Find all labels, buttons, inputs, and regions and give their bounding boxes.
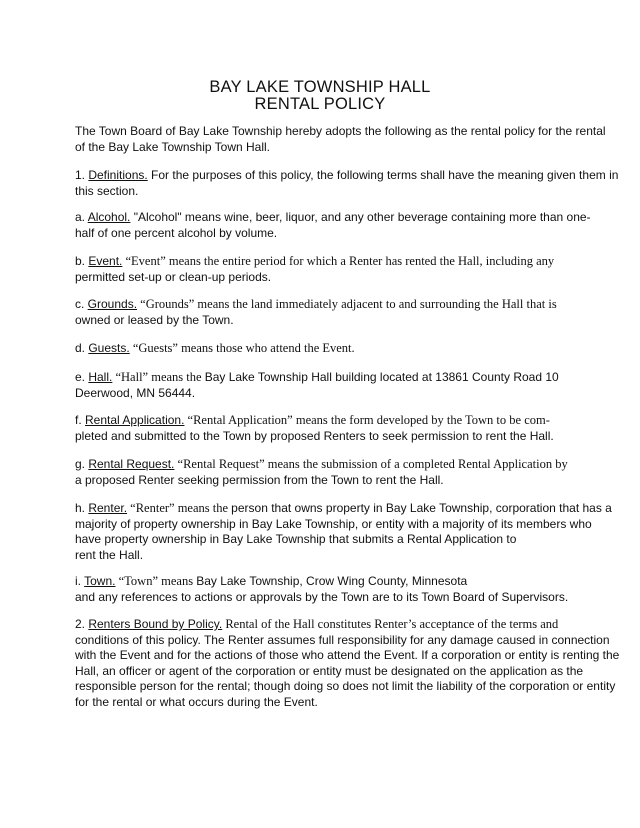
section-text-line-4: Hall, an officer or agent of the corporation or entity must be designated on the application as the <box>75 663 584 678</box>
definition-letter: f. <box>75 413 86 427</box>
definition-term: Event. <box>88 254 123 268</box>
definition-text: Bay Lake Township, Crow Wing County, Minnesota <box>196 574 468 588</box>
definition-event <box>75 254 605 285</box>
definition-rental-request <box>75 457 605 488</box>
section-text-line-6: for the rental or what occurs during the Event. <box>75 694 318 709</box>
definition-text: “Rental Request” means the submission of a completed Rental Application by <box>174 457 568 471</box>
definition-text: Bay Lake Township Hall building located at 13861 County Road 10 <box>204 370 559 384</box>
section-text: For the purposes of this policy, the following terms shall have the meaning given them in <box>147 168 619 182</box>
definition-text: “Rental Application” means the form developed by the Town to be com- <box>184 413 550 427</box>
section-text: Rental of the Hall constitutes Renter’s acceptance of the terms and <box>222 617 559 631</box>
definition-hall <box>75 370 605 401</box>
definition-alcohol <box>75 210 605 241</box>
definition-text-serif: “Town” means <box>115 574 197 588</box>
definition-term: Renter. <box>88 501 128 515</box>
definition-letter: c. <box>75 297 88 311</box>
document-title: BAY LAKE TOWNSHIP HALL <box>209 78 431 96</box>
definition-text: “Grounds” means the land immediately adjacent to and surrounding the Hall that is <box>137 297 557 311</box>
document-subtitle: RENTAL POLICY <box>254 95 386 113</box>
section-renters-bound <box>75 617 620 710</box>
definition-text-line-2: pleted and submitted to the Town by proposed Renters to seek permission to rent the Hall. <box>75 428 554 443</box>
definition-text-serif: “Renter” means the <box>127 501 232 515</box>
definition-letter: h. <box>75 501 89 515</box>
definition-text-line-4: rent the Hall. <box>75 547 144 562</box>
definition-term: Rental Request. <box>88 457 175 471</box>
definition-rental-application <box>75 413 605 444</box>
definition-term: Hall. <box>88 370 113 384</box>
definition-text-line-2: and any references to actions or approvals by the Town are to its Town Board of Supervisors. <box>75 589 569 604</box>
definition-letter: a. <box>75 210 88 224</box>
definition-term: Alcohol. <box>87 210 131 224</box>
definition-letter: g. <box>75 457 89 471</box>
definition-letter: e. <box>75 370 89 384</box>
section-definitions <box>75 168 619 199</box>
section-number: 2. <box>75 617 89 631</box>
section-text-line-2: this section. <box>75 183 139 198</box>
definition-text: “Guests” means those who attend the Event. <box>129 341 355 355</box>
section-label: Definitions. <box>88 168 148 182</box>
definition-text-serif: “Hall” means the <box>112 370 205 384</box>
definition-letter: i. <box>75 574 85 588</box>
section-text-line-2: conditions of this policy. The Renter assumes full responsibility for any damage caused in connection <box>75 632 610 647</box>
definition-guests <box>75 341 605 357</box>
definition-text-line-3: have property ownership in Bay Lake Township that submits a Rental Application to <box>75 532 517 546</box>
definition-text-line-2: owned or leased by the Town. <box>75 312 234 327</box>
definition-text: “Event” means the entire period for which a Renter has rented the Hall, including any <box>122 254 555 268</box>
definition-term: Rental Application. <box>85 413 185 427</box>
intro-line-1: The Town Board of Bay Lake Township hereby adopts the following as the rental policy for the rental <box>75 124 606 138</box>
section-text-line-5: responsible person for the rental; though doing so does not limit the liability of the corporation or entity <box>75 679 616 693</box>
definition-renter <box>75 501 612 563</box>
definition-text-line-2: half of one percent alcohol by volume. <box>75 225 278 240</box>
definition-grounds <box>75 297 605 328</box>
definition-text-line-2: permitted set-up or clean-up periods. <box>75 269 272 284</box>
definition-term: Town. <box>84 574 116 588</box>
definition-letter: d. <box>75 341 89 355</box>
definition-text-line-2: Deerwood, MN 56444. <box>75 385 196 400</box>
definition-letter: b. <box>75 254 89 268</box>
definition-town <box>75 574 605 605</box>
intro-line-2: of the Bay Lake Township Town Hall. <box>75 139 271 154</box>
definition-term: Guests. <box>88 341 130 355</box>
intro-paragraph <box>75 124 605 155</box>
section-text-line-3: with the Event and for the actions of those who attend the Event. If a corporation or entity is renting the <box>75 648 620 662</box>
definition-text: person that owns property in Bay Lake Township, corporation that has a <box>231 501 612 515</box>
definition-term: Grounds. <box>87 297 138 311</box>
definition-text-line-2: a proposed Renter seeking permission from the Town to rent the Hall. <box>75 472 444 487</box>
definition-text-line-2: majority of property ownership in Bay Lake Township, or entity with a majority of its members who <box>75 516 592 531</box>
definition-text: "Alcohol" means wine, beer, liquor, and any other beverage containing more than one- <box>130 210 591 224</box>
section-label: Renters Bound by Policy. <box>88 617 223 631</box>
section-number: 1. <box>75 168 89 182</box>
